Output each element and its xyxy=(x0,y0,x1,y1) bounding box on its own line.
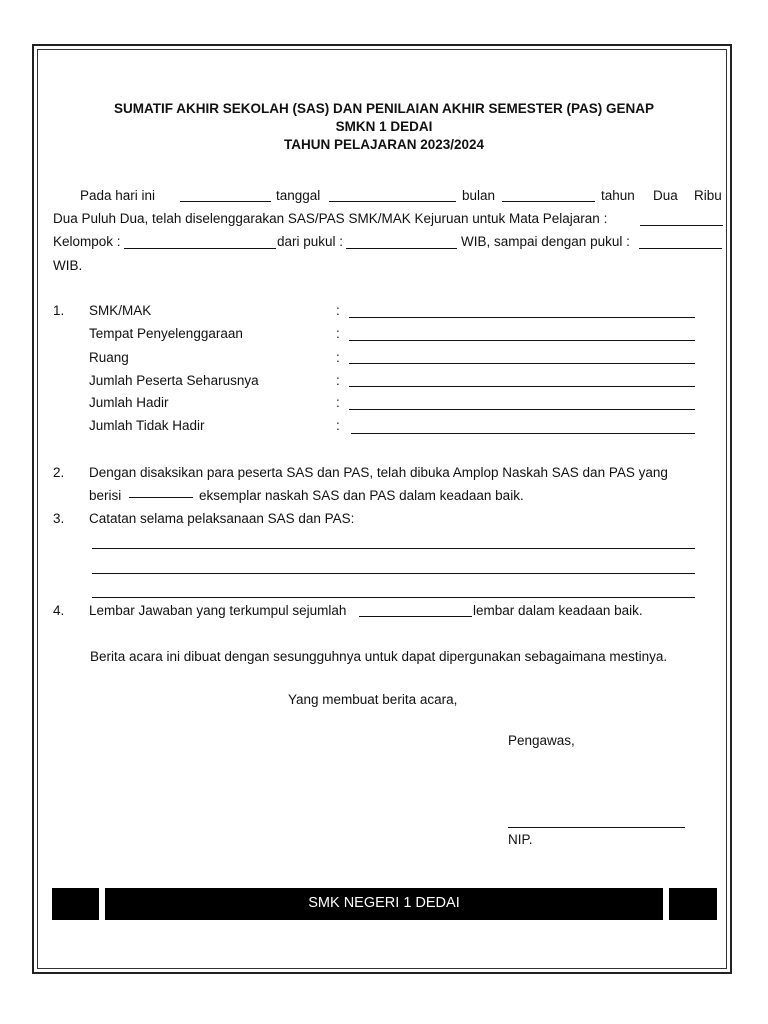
month-blank[interactable] xyxy=(502,201,595,202)
field-colon: : xyxy=(336,350,340,365)
notes-line-1[interactable] xyxy=(92,548,695,549)
signature-line[interactable] xyxy=(508,827,685,828)
field-label-tidak-hadir: Jumlah Tidak Hadir xyxy=(89,418,205,433)
intro-tanggal: tanggal xyxy=(276,188,321,203)
intro-ribu: Ribu xyxy=(694,188,722,203)
notes-line-2[interactable] xyxy=(92,573,695,574)
peserta-blank[interactable] xyxy=(349,386,695,387)
notes-line-3[interactable] xyxy=(92,597,695,598)
field-colon: : xyxy=(336,418,340,433)
field-label-tempat: Tempat Penyelenggaraan xyxy=(89,326,243,341)
academic-year-heading: TAHUN PELAJARAN 2023/2024 xyxy=(283,137,485,152)
intro-line-2: Dua Puluh Dua, telah diselenggarakan SAS/PAS SMK/MAK Kejuruan untuk Mata Pelajaran : xyxy=(53,211,608,226)
field-label-peserta: Jumlah Peserta Seharusnya xyxy=(89,373,259,388)
intro-kelompok: Kelompok : xyxy=(53,234,121,249)
intro-wib-sampai: WIB, sampai dengan pukul : xyxy=(461,234,630,249)
section-4-text-after: lembar dalam keadaan baik. xyxy=(473,603,643,618)
intro-wib: WIB. xyxy=(53,258,83,273)
section-3-number: 3. xyxy=(53,511,65,526)
ruang-blank[interactable] xyxy=(349,363,695,364)
intro-tahun: tahun xyxy=(601,188,635,203)
page-border-inner xyxy=(37,49,727,969)
document-title: SUMATIF AKHIR SEKOLAH (SAS) DAN PENILAIAN AKHIR SEMESTER (PAS) GENAP xyxy=(113,101,654,116)
group-blank[interactable] xyxy=(124,248,276,249)
field-colon: : xyxy=(336,326,340,341)
smk-mak-blank[interactable] xyxy=(349,317,695,318)
answer-sheet-count-blank[interactable] xyxy=(359,616,472,617)
supervisor-role: Pengawas, xyxy=(508,733,575,748)
intro-dari-pukul: dari pukul : xyxy=(277,234,344,249)
footer-bar-school xyxy=(105,888,663,920)
tidak-hadir-blank[interactable] xyxy=(351,433,695,434)
section-2-line-2: eksemplar naskah SAS dan PAS dalam keadaan baik. xyxy=(199,488,524,503)
field-label-smk-mak: SMK/MAK xyxy=(89,303,152,318)
hadir-blank[interactable] xyxy=(349,409,695,410)
field-colon: : xyxy=(336,373,340,388)
section-2-line-1: Dengan disaksikan para peserta SAS dan PAS, telah dibuka Amplop Naskah SAS dan PAS yang xyxy=(89,465,668,480)
section-1-number: 1. xyxy=(53,303,65,318)
field-colon: : xyxy=(336,395,340,410)
section-4-number: 4. xyxy=(53,603,65,618)
day-blank[interactable] xyxy=(180,201,271,202)
nip-label: NIP. xyxy=(508,832,533,847)
intro-dua: Dua xyxy=(653,188,678,203)
field-colon: : xyxy=(336,303,340,318)
section-4-text-before: Lembar Jawaban yang terkumpul sejumlah xyxy=(89,603,347,618)
section-3-text: Catatan selama pelaksanaan SAS dan PAS: xyxy=(89,511,355,526)
eksemplar-blank[interactable] xyxy=(129,497,193,498)
footer-bar-left xyxy=(52,888,99,920)
section-2-berisi: berisi xyxy=(89,488,122,503)
intro-pada-hari-ini: Pada hari ini xyxy=(80,188,156,203)
section-2-number: 2. xyxy=(53,465,65,480)
footer-school-name: SMK NEGERI 1 DEDAI xyxy=(308,895,460,911)
date-blank[interactable] xyxy=(329,201,456,202)
school-name-heading: SMKN 1 DEDAI xyxy=(335,119,433,134)
subject-blank[interactable] xyxy=(640,225,723,226)
field-label-hadir: Jumlah Hadir xyxy=(89,395,169,410)
footer-bar-right xyxy=(669,888,717,920)
maker-text: Yang membuat berita acara, xyxy=(288,692,458,707)
intro-bulan: bulan xyxy=(462,188,496,203)
closing-statement: Berita acara ini dibuat dengan sesungguhnya untuk dapat dipergunakan sebagaimana mestinya. xyxy=(90,649,668,664)
end-time-blank[interactable] xyxy=(639,248,722,249)
field-label-ruang: Ruang xyxy=(89,350,129,365)
tempat-blank[interactable] xyxy=(349,340,695,341)
start-time-blank[interactable] xyxy=(346,248,457,249)
